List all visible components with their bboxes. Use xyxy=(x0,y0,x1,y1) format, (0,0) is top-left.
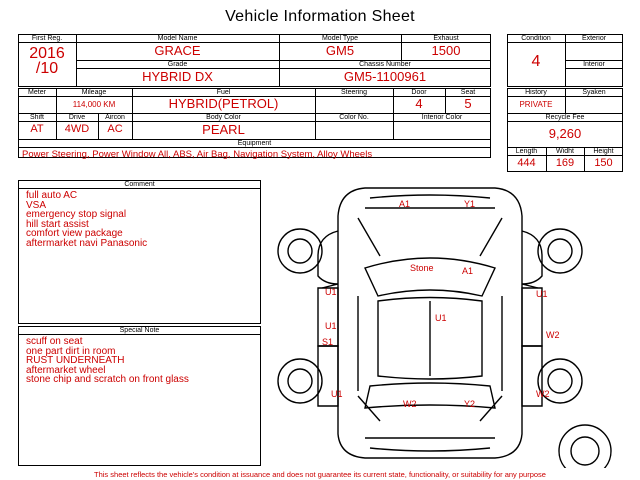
mileage-value: 114,000 KM xyxy=(72,100,116,109)
fuel-value: HYBRID(PETROL) xyxy=(168,96,279,111)
car-damage-diagram xyxy=(270,176,630,468)
chassis-value: GM5-1100961 xyxy=(343,69,427,84)
first-reg-month: /10 xyxy=(35,60,59,77)
color-no-label: Color No. xyxy=(339,114,369,121)
grade-value: HYBRID DX xyxy=(142,69,213,84)
steering-label: Steering xyxy=(340,89,368,96)
damage-mark: W2 xyxy=(546,330,560,340)
model-type-label: Model Type xyxy=(321,35,359,42)
recycle-fee-label: Recycle Fee xyxy=(545,114,585,121)
disclaimer-footer: This sheet reflects the vehicle's condition at issuance and does not guarantee its current state, functionality, or suitability for any purpose xyxy=(94,470,546,479)
chassis-label: Chassis Number xyxy=(359,61,411,68)
first-reg-year: 2016 xyxy=(29,45,65,62)
condition-label: Condition xyxy=(521,35,551,42)
history-label: History xyxy=(525,89,547,96)
damage-mark: U1 xyxy=(325,321,337,331)
comment-line: comfort view package xyxy=(26,228,123,239)
fuel-label: Fuel xyxy=(216,89,231,96)
aircon-value: AC xyxy=(107,123,123,135)
damage-mark: W2 xyxy=(536,389,550,399)
special-note-label: Special Note xyxy=(119,327,160,334)
damage-mark: A1 xyxy=(462,266,474,276)
syaken-label: Syaken xyxy=(582,89,606,96)
special-note-line: scuff on seat xyxy=(26,336,83,347)
length-value: 444 xyxy=(517,157,536,169)
exhaust-label: Exhaust xyxy=(433,35,459,42)
damage-mark: U1 xyxy=(325,287,337,297)
damage-mark: A1 xyxy=(399,199,411,209)
body-color-value: PEARL xyxy=(202,122,245,137)
recycle-fee-value: 9,260 xyxy=(548,126,582,141)
damage-mark: Y2 xyxy=(464,399,476,409)
damage-mark: W2 xyxy=(403,399,417,409)
grade-label: Grade xyxy=(167,61,188,68)
interior-label: Interior xyxy=(583,61,605,68)
comment-label: Comment xyxy=(124,181,155,188)
comment-list xyxy=(26,191,147,248)
special-note-line: one part dirt in room xyxy=(26,345,116,357)
height-value: 150 xyxy=(594,157,613,169)
equipment-label: Equipment xyxy=(237,140,272,147)
meter-label: Meter xyxy=(28,89,46,96)
special-note-line: aftermarket wheel xyxy=(26,364,106,376)
shift-label: Shift xyxy=(29,114,44,121)
special-note-line: stone chip and scratch on front glass xyxy=(26,374,189,385)
length-label: Length xyxy=(515,148,538,155)
page-title: Vehicle Information Sheet xyxy=(225,8,415,25)
comment-line: full auto AC xyxy=(26,190,78,201)
model-type-value: GM5 xyxy=(325,43,355,58)
first-reg-value xyxy=(18,46,76,76)
exhaust-value: 1500 xyxy=(431,43,461,58)
damage-mark: U1 xyxy=(331,389,343,399)
comment-line: aftermarket navi Panasonic xyxy=(26,237,148,249)
exterior-label: Exterior xyxy=(581,35,607,42)
damage-mark: S1 xyxy=(322,337,334,347)
door-label: Door xyxy=(411,89,427,96)
damage-mark: U1 xyxy=(536,289,548,299)
equipment-value: Power Steering, Power Window All, ABS, Air Bag, Navigation System, Alloy Wheels xyxy=(22,149,373,160)
first-reg-label: First Reg. xyxy=(31,35,63,42)
special-note-list xyxy=(26,337,189,385)
seat-value: 5 xyxy=(464,96,472,111)
comment-line: hill start assist xyxy=(26,218,89,230)
condition-value: 4 xyxy=(531,53,541,70)
drive-value: 4WD xyxy=(64,123,90,135)
mileage-label: Mileage xyxy=(81,89,107,96)
damage-mark: Y1 xyxy=(464,199,476,209)
interior-color-label: Interior Color xyxy=(421,114,463,121)
door-value: 4 xyxy=(415,96,423,111)
comment-line: emergency stop signal xyxy=(26,209,127,220)
aircon-label: Aircon xyxy=(105,114,125,121)
damage-mark: U1 xyxy=(435,313,447,323)
width-value: 169 xyxy=(555,157,575,169)
model-name-value: GRACE xyxy=(154,43,201,58)
height-label: Height xyxy=(593,148,614,155)
model-name-label: Model Name xyxy=(157,35,198,42)
width-label: Widht xyxy=(556,148,574,155)
drive-label: Drive xyxy=(68,114,86,121)
history-value: PRIVATE xyxy=(519,100,553,109)
special-note-line: RUST UNDERNEATH xyxy=(26,355,125,366)
seat-label: Seat xyxy=(460,89,476,96)
shift-value: AT xyxy=(30,123,44,135)
damage-mark: Stone xyxy=(410,263,434,273)
body-color-label: Body Color xyxy=(206,114,241,121)
comment-line: VSA xyxy=(26,199,47,211)
